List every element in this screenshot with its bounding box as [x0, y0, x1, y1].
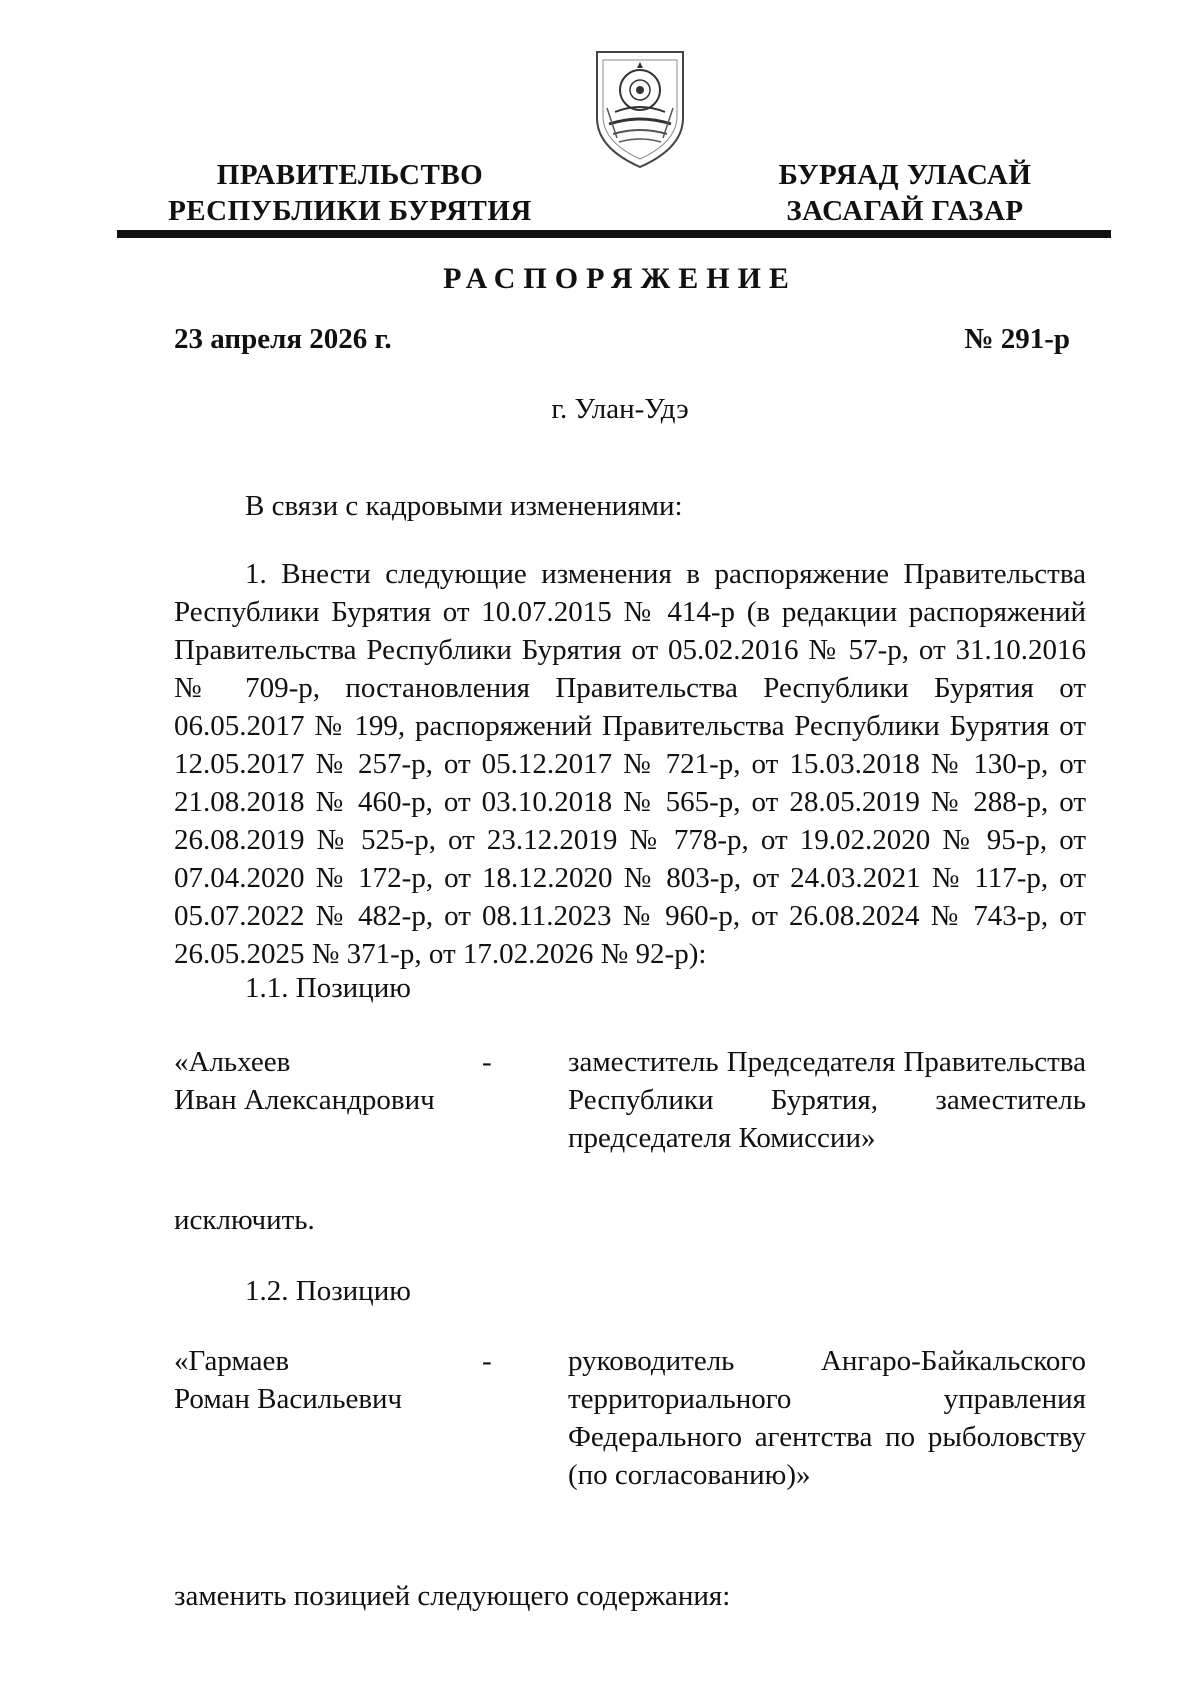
- position-person: [174, 1342, 474, 1418]
- document-date: 23 апреля 2026 г.: [174, 323, 392, 355]
- coat-of-arms-icon: [593, 48, 687, 171]
- header-divider: [117, 230, 1111, 238]
- position-description: заместитель Председателя Правительства Республики Бурятия, заместитель председателя Комиссии»: [568, 1046, 1086, 1154]
- document-city: г. Улан-Удэ: [551, 393, 689, 425]
- org-name-line: ЗАСАГАЙ ГАЗАР: [786, 195, 1024, 227]
- person-surname: «Гармаев: [174, 1345, 290, 1377]
- exclude-text: исключить.: [174, 1204, 315, 1236]
- document-title: РАСПОРЯЖЕНИЕ: [443, 262, 797, 295]
- position-dash: -: [482, 1046, 492, 1078]
- org-name-line: ПРАВИТЕЛЬСТВО: [216, 159, 484, 191]
- subparagraph-1-1: 1.1. Позицию: [245, 972, 411, 1004]
- org-name-russian: [160, 157, 540, 229]
- document-number: № 291-р: [964, 323, 1070, 355]
- person-name: Иван Александрович: [174, 1084, 435, 1116]
- subparagraph-1-2: 1.2. Позицию: [245, 1275, 411, 1307]
- position-dash: -: [482, 1345, 492, 1377]
- org-name-buryat: [760, 157, 1050, 229]
- intro-text: В связи с кадровыми изменениями:: [245, 490, 683, 522]
- org-name-line: РЕСПУБЛИКИ БУРЯТИЯ: [168, 195, 532, 227]
- person-surname: «Альхеев: [174, 1046, 291, 1078]
- position-person: [174, 1043, 474, 1119]
- position-description: руководитель Ангаро-Байкальского территориального управления Федерального агентства по рыболовству (по согласованию)»: [568, 1345, 1086, 1491]
- paragraph-1: 1. Внести следующие изменения в распоряжение Правительства Республики Бурятия от 10.07.2015 № 414-р (в редакции распоряжений Правительства Республики Бурятия от 05.02.2016 № 57-р, от 31.10.2016 № 709-р, постановления Правительства Республики Бурятия от 06.05.2017 № 199, распоряжений Правительства Республики Бурятия от 12.05.2017 № 257-р, от 05.12.2017 № 721-р, от 15.03.2018 № 130-р, от 21.08.2018 № 460-р, от 03.10.2018 № 565-р, от 28.05.2019 № 288-р, от 26.08.2019 № 525-р, от 23.12.2019 № 778-р, от 19.02.2020 № 95-р, от 07.04.2020 № 172-р, от 18.12.2020 № 803-р, от 24.03.2021 № 117-р, от 05.07.2022 № 482-р, от 08.11.2023 № 960-р, от 26.08.2024 № 743-р, от 26.05.2025 № 371-р, от 17.02.2026 № 92-р):: [174, 558, 1086, 970]
- org-name-line: БУРЯАД УЛАСАЙ: [778, 159, 1032, 191]
- replace-text: заменить позицией следующего содержания:: [174, 1580, 731, 1612]
- person-name: Роман Васильевич: [174, 1383, 403, 1415]
